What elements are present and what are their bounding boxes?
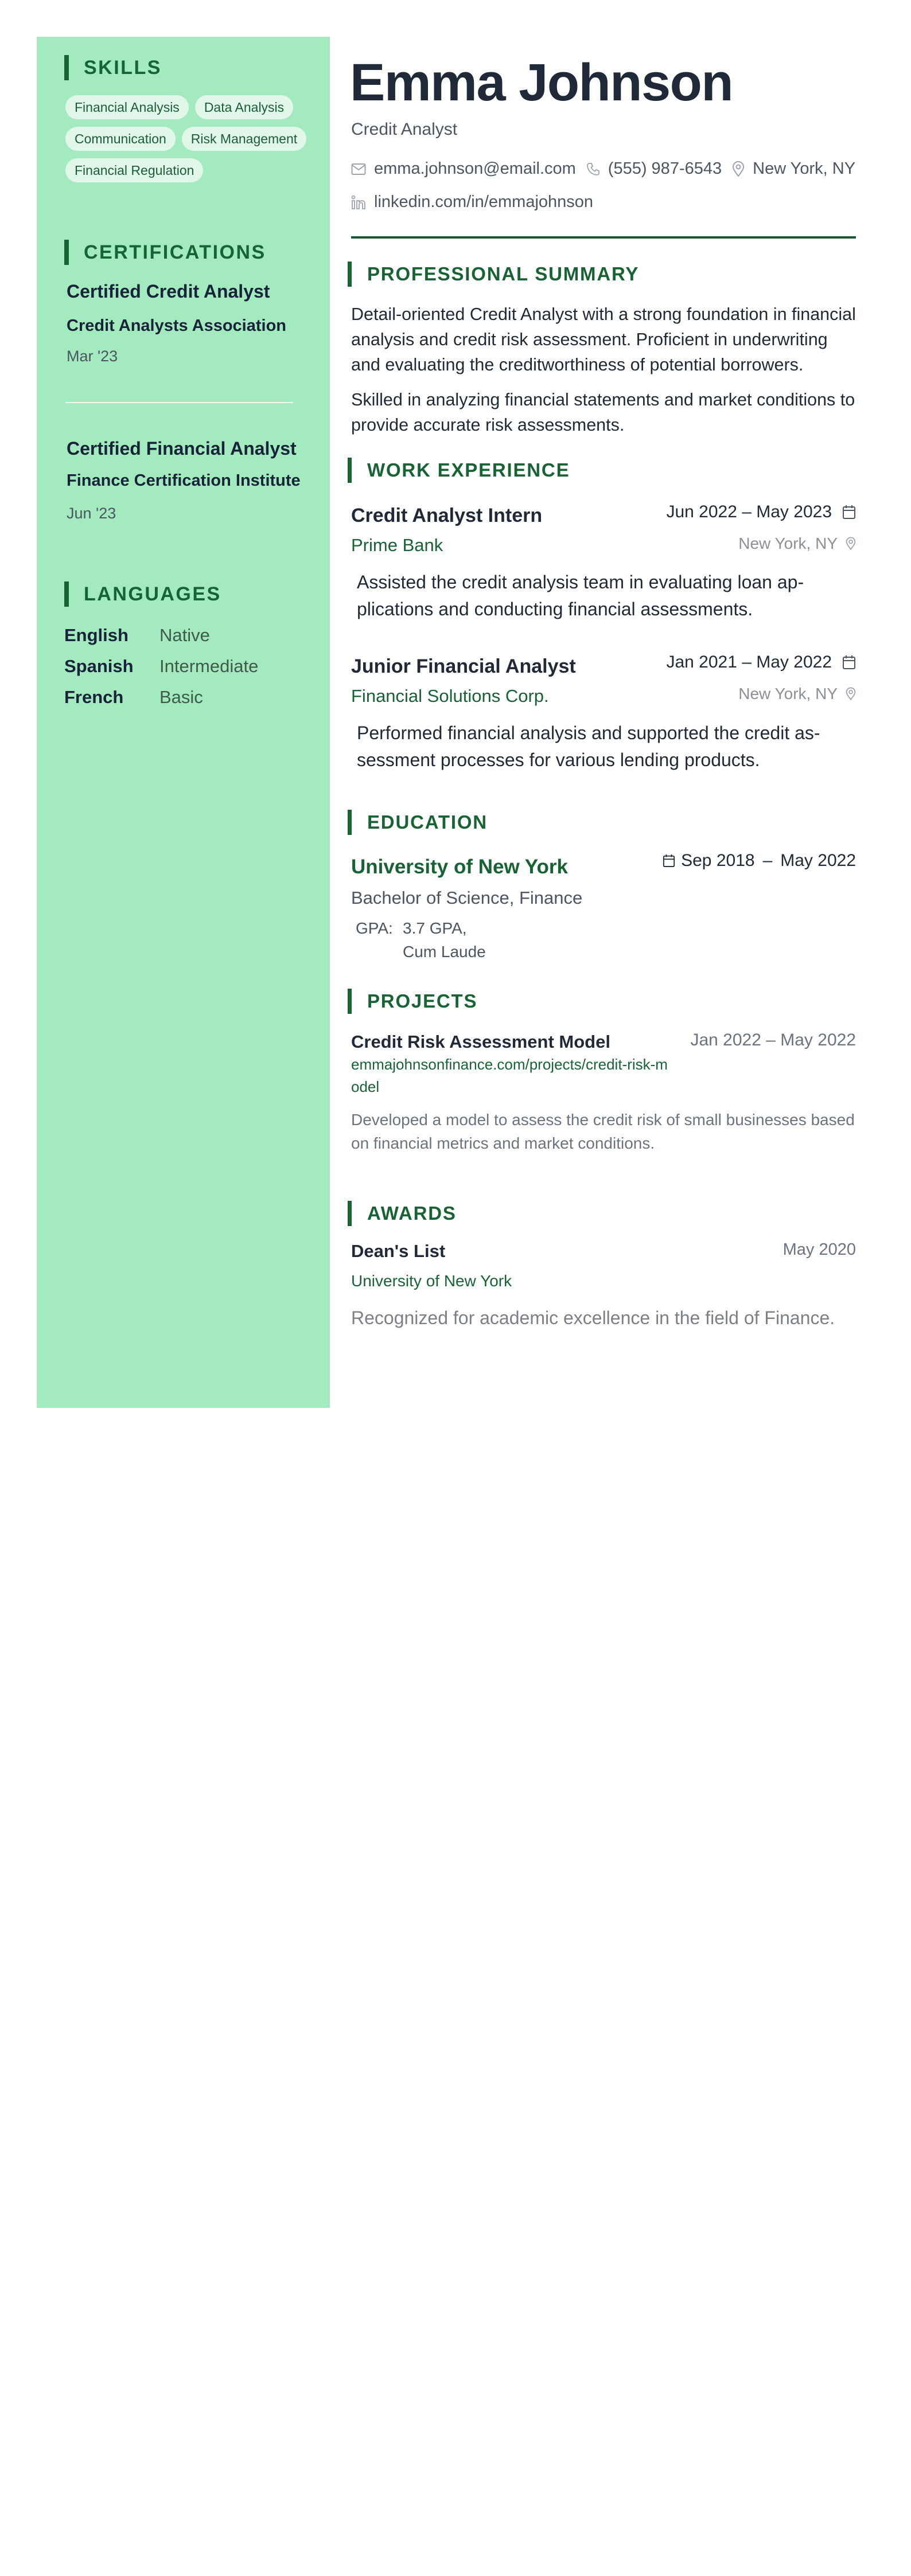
language-level: Basic <box>159 687 203 707</box>
section-accent-bar <box>348 810 352 835</box>
skill-tag: Communication <box>65 127 176 151</box>
education-end: May 2022 <box>780 851 856 870</box>
summary-heading: PROFESSIONAL SUMMARY <box>367 263 640 284</box>
job-location-text: New York, NY <box>738 534 838 552</box>
header-divider <box>351 236 856 239</box>
job-dates-text: Jan 2021 – May 2022 <box>666 653 832 672</box>
certification-name: Certified Financial Analyst <box>67 438 297 459</box>
candidate-title: Credit Analyst <box>351 120 458 139</box>
certification-date: Jun '23 <box>67 505 116 522</box>
awards-heading: AWARDS <box>367 1203 457 1224</box>
certification-issuer: Credit Analysts Association <box>67 317 287 335</box>
location-pin-icon <box>846 537 856 551</box>
job-location <box>738 685 856 703</box>
award-issuer: University of New York <box>351 1272 512 1290</box>
date-separator: – <box>762 851 773 870</box>
honors: Cum Laude <box>403 943 486 961</box>
job-dates-text: Jun 2022 – May 2023 <box>666 502 832 521</box>
experience-heading: WORK EXPERIENCE <box>367 459 570 481</box>
phone-icon <box>586 162 600 177</box>
gpa-label: GPA: <box>356 919 393 937</box>
degree: Bachelor of Science, Finance <box>351 888 583 908</box>
contact-row <box>351 159 866 178</box>
skills-heading: SKILLS <box>84 57 162 79</box>
job-location <box>738 534 856 553</box>
job-description: Assisted the credit analysis team in evaluating loan ap-plications and conducting financial assessments. <box>357 572 804 619</box>
awards-section-header <box>348 1201 457 1226</box>
project-description: Developed a model to assess the credit risk of small businesses based on financial metrics and market conditions. <box>351 1111 855 1152</box>
gpa-value: 3.7 GPA, <box>403 919 467 937</box>
location-text: New York, NY <box>753 159 856 178</box>
language-name: French <box>64 687 124 707</box>
contact-email[interactable] <box>351 159 576 178</box>
projects-section-header <box>348 989 477 1014</box>
certification-divider <box>65 402 293 403</box>
award-name: Dean's List <box>351 1241 446 1261</box>
phone-text: (555) 987-6543 <box>608 159 722 178</box>
job-title: Credit Analyst Intern <box>351 505 543 526</box>
section-accent-bar <box>348 1201 352 1226</box>
education-heading: EDUCATION <box>367 811 488 833</box>
project-link[interactable]: emmajohnsonfinance.com/projects/credit-risk-model <box>351 1056 668 1095</box>
education-start: Sep 2018 <box>681 851 755 870</box>
section-accent-bar <box>348 989 352 1014</box>
skills-tag-list <box>65 95 318 182</box>
section-accent-bar <box>64 55 69 80</box>
calendar-icon <box>842 505 856 520</box>
location-pin-icon <box>846 687 856 701</box>
language-level: Native <box>159 625 210 645</box>
company-name: Financial Solutions Corp. <box>351 686 549 706</box>
project-dates: Jan 2022 – May 2022 <box>690 1031 856 1049</box>
candidate-name: Emma Johnson <box>350 53 733 112</box>
education-dates <box>663 851 856 871</box>
languages-heading: LANGUAGES <box>84 583 221 605</box>
section-accent-bar <box>64 240 69 265</box>
section-accent-bar <box>348 261 352 287</box>
contact-linkedin[interactable] <box>351 193 604 212</box>
job-dates <box>666 653 856 672</box>
job-location-text: New York, NY <box>738 685 838 702</box>
skill-tag: Financial Analysis <box>65 95 189 119</box>
linkedin-icon <box>351 195 366 210</box>
skill-tag: Risk Management <box>182 127 306 151</box>
language-level: Intermediate <box>159 656 259 676</box>
certification-issuer: Finance Certification Institute <box>67 471 301 490</box>
experience-section-header <box>348 458 570 483</box>
summary-section-header <box>348 261 639 287</box>
certifications-heading: CERTIFICATIONS <box>84 241 266 263</box>
summary-paragraph: Skilled in analyzing financial statements and market conditions to provide accurate risk assessments. <box>351 390 855 435</box>
section-accent-bar <box>64 581 69 607</box>
school-name: University of New York <box>351 856 568 878</box>
calendar-icon <box>842 655 856 670</box>
job-dates <box>666 502 856 522</box>
location-pin-icon <box>732 161 745 177</box>
linkedin-text: linkedin.com/in/emmajohnson <box>374 193 594 211</box>
projects-heading: PROJECTS <box>367 990 478 1012</box>
project-name: Credit Risk Assessment Model <box>351 1032 610 1052</box>
certification-name: Certified Credit Analyst <box>67 281 270 302</box>
skill-tag: Financial Regulation <box>65 158 203 182</box>
section-accent-bar <box>348 458 352 483</box>
skill-tag: Data Analysis <box>195 95 293 119</box>
contact-location <box>732 159 855 178</box>
summary-paragraph: Detail-oriented Credit Analyst with a strong foundation in financial analysis and credit risk assessment. Proficient in underwriting and evaluating the creditworthiness of potential borrowers. <box>351 305 856 374</box>
certification-date: Mar '23 <box>67 348 118 365</box>
award-description: Recognized for academic excellence in the field of Finance. <box>351 1307 835 1328</box>
job-description: Performed financial analysis and supported the credit as-sessment processes for various lending products. <box>357 723 820 770</box>
language-name: Spanish <box>64 656 134 676</box>
mail-icon <box>351 163 366 175</box>
certifications-section-header <box>64 240 266 265</box>
email-text: emma.johnson@email.com <box>374 159 576 178</box>
contact-phone[interactable] <box>586 159 722 178</box>
calendar-icon <box>663 854 675 868</box>
company-name: Prime Bank <box>351 535 443 555</box>
skills-section-header <box>64 55 162 80</box>
languages-section-header <box>64 581 221 607</box>
language-name: English <box>64 625 129 645</box>
award-date: May 2020 <box>782 1240 856 1259</box>
job-title: Junior Financial Analyst <box>351 655 576 677</box>
education-section-header <box>348 810 488 835</box>
